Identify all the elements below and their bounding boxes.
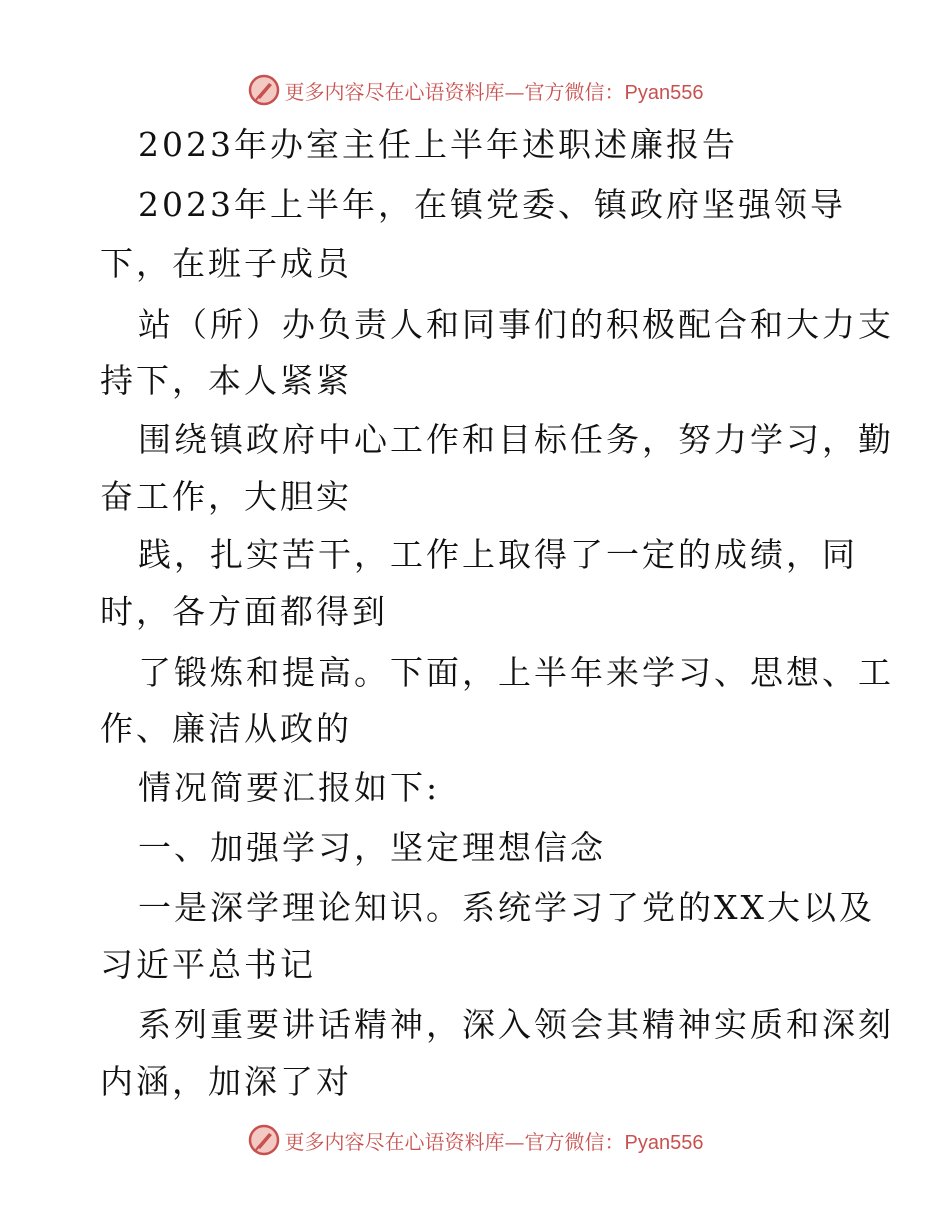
text-line: 了锻炼和提高。下面，上半年来学习、思想、工 — [138, 653, 894, 692]
quill-pen-logo-icon — [247, 73, 281, 107]
text-line: 作、廉洁从政的 — [100, 709, 352, 748]
text-line: 奋工作，大胆实 — [100, 477, 352, 516]
text-line: 一是深学理论知识。系统学习了党的XX大以及 — [138, 888, 875, 927]
quill-pen-logo-icon — [247, 1123, 281, 1157]
text-line: 持下，本人紧紧 — [100, 361, 352, 400]
watermark-text: 更多内容尽在心语资料库—官方微信：Pyan556 — [284, 1129, 704, 1154]
text-line: 践，扎实苦干，工作上取得了一定的成绩，同 — [138, 535, 858, 574]
section-heading: 一、加强学习，坚定理想信念 — [138, 828, 606, 867]
watermark-header — [0, 70, 950, 110]
text-line: 习近平总书记 — [100, 945, 316, 984]
text-line: 系列重要讲话精神，深入领会其精神实质和深刻 — [138, 1005, 894, 1044]
text-line: 情况简要汇报如下: — [138, 768, 441, 807]
text-line: 下，在班子成员 — [100, 244, 352, 283]
watermark-footer — [0, 1120, 950, 1160]
text-line: 2023年上半年，在镇党委、镇政府坚强领导 — [138, 185, 846, 224]
text-line: 时，各方面都得到 — [100, 592, 388, 631]
watermark-text: 更多内容尽在心语资料库—官方微信：Pyan556 — [284, 79, 704, 104]
document-title: 2023年办室主任上半年述职述廉报告 — [138, 125, 738, 164]
text-line: 内涵，加深了对 — [100, 1062, 352, 1101]
text-line: 站（所）办负责人和同事们的积极配合和大力支 — [138, 305, 894, 344]
text-line: 围绕镇政府中心工作和目标任务，努力学习，勤 — [138, 420, 894, 459]
